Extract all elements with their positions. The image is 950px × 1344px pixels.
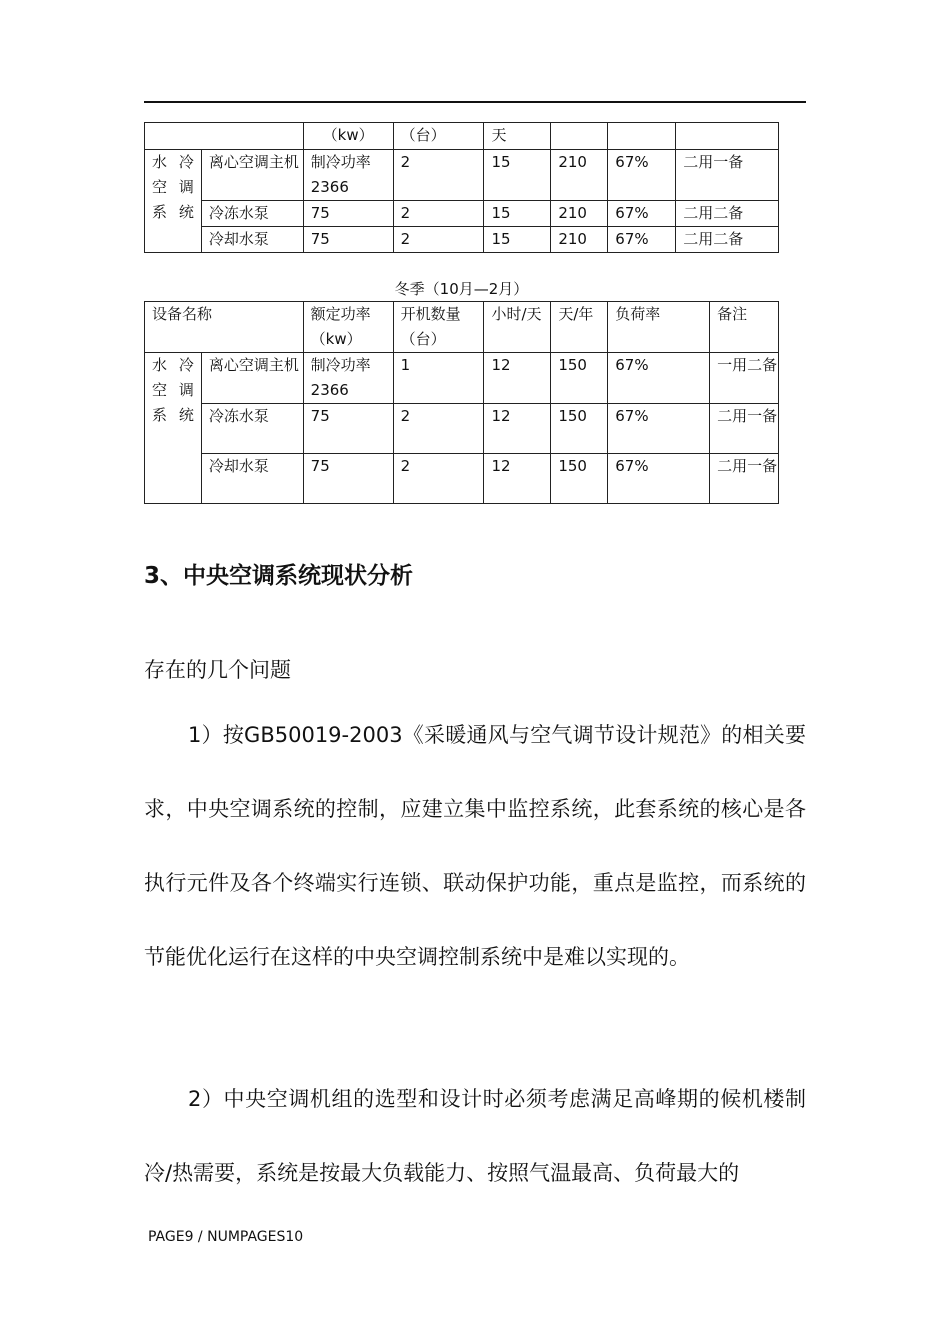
table-cell: 12: [484, 353, 551, 404]
table-cell: 2: [393, 454, 484, 504]
column-header: 小时/天: [484, 302, 551, 353]
table-cell: 2: [393, 227, 484, 253]
table-cell: 二用二备: [676, 227, 779, 253]
table-cell: 2: [393, 201, 484, 227]
table-cell: 67%: [608, 353, 710, 404]
table-cell: 75: [303, 404, 393, 454]
table-cell: 制冷功率2366: [303, 150, 393, 201]
table-cell: （台）: [393, 123, 484, 150]
table-cell: 二用一备: [710, 454, 779, 504]
table-cell: 二用一备: [710, 404, 779, 454]
table-cell: 离心空调主机: [201, 353, 303, 404]
table-cell: 150: [551, 454, 608, 504]
paragraph-2-text: 2）中央空调机组的选型和设计时必须考虑满足高峰期的候机楼制冷/热需要，系统是按最大负载能力、按照气温最高、负荷最大的: [144, 1087, 806, 1185]
table-row: [145, 227, 779, 253]
table-cell: 67%: [608, 201, 676, 227]
group-label-cell: 水冷空调系统: [145, 150, 202, 253]
column-header: 天/年: [551, 302, 608, 353]
table-cell: [676, 123, 779, 150]
winter-table-caption: 冬季（10月—2月）: [394, 280, 529, 298]
table-row: [145, 454, 779, 504]
header-rule: [144, 101, 806, 103]
table-cell: 天: [484, 123, 551, 150]
table-row: [145, 201, 779, 227]
table-header-row: [145, 302, 779, 353]
table-cell: 二用一备: [676, 150, 779, 201]
section-heading: 3、中央空调系统现状分析: [144, 563, 414, 589]
table-cell: 2: [393, 404, 484, 454]
table-cell: 离心空调主机: [201, 150, 303, 201]
column-header: 设备名称: [145, 302, 304, 353]
winter-table: [144, 301, 779, 504]
table-cell: 67%: [608, 404, 710, 454]
table-cell: 75: [303, 227, 393, 253]
paragraph-2: [144, 1062, 806, 1210]
column-header: 备注: [710, 302, 779, 353]
summer-table: [144, 122, 779, 253]
table-cell: 一用二备: [710, 353, 779, 404]
table-cell: 2: [393, 150, 484, 201]
table-cell: （kw）: [303, 123, 393, 150]
table-cell: 67%: [608, 150, 676, 201]
table-cell: 冷却水泵: [201, 227, 303, 253]
table-cell: 冷却水泵: [201, 454, 303, 504]
table-cell: 15: [484, 227, 551, 253]
column-header: 开机数量（台）: [393, 302, 484, 353]
table-cell: [145, 123, 304, 150]
table-cell: 75: [303, 201, 393, 227]
page-footer: PAGE9 / NUMPAGES10: [148, 1229, 304, 1245]
table-row: [145, 150, 779, 201]
table-cell: 150: [551, 404, 608, 454]
table-cell: 67%: [608, 454, 710, 504]
column-header: 额定功率（kw）: [303, 302, 393, 353]
paragraph-1: [144, 698, 806, 994]
table-cell: 二用二备: [676, 201, 779, 227]
table-cell: [551, 123, 608, 150]
table-cell: 15: [484, 150, 551, 201]
table-cell: 12: [484, 454, 551, 504]
table-cell: 冷冻水泵: [201, 404, 303, 454]
table-cell: 210: [551, 150, 608, 201]
column-header: 负荷率: [608, 302, 710, 353]
section-intro: 存在的几个问题: [144, 658, 291, 682]
table-cell: [608, 123, 676, 150]
table-cell: 15: [484, 201, 551, 227]
table-row: [145, 353, 779, 404]
table-cell: 150: [551, 353, 608, 404]
table-cell: 210: [551, 227, 608, 253]
table-row: [145, 123, 779, 150]
table-row: [145, 404, 779, 454]
paragraph-1-text: 1）按GB50019-2003《采暖通风与空气调节设计规范》的相关要求，中央空调系统的控制，应建立集中监控系统，此套系统的核心是各执行元件及各个终端实行连锁、联动保护功能，重点是监控，而系统的节能优化运行在这样的中央空调控制系统中是难以实现的。: [144, 723, 806, 969]
table-cell: 12: [484, 404, 551, 454]
table-cell: 冷冻水泵: [201, 201, 303, 227]
table-cell: 75: [303, 454, 393, 504]
table-cell: 1: [393, 353, 484, 404]
table-cell: 制冷功率2366: [303, 353, 393, 404]
group-label-cell: 水冷空调系统: [145, 353, 202, 504]
table-cell: 210: [551, 201, 608, 227]
table-cell: 67%: [608, 227, 676, 253]
